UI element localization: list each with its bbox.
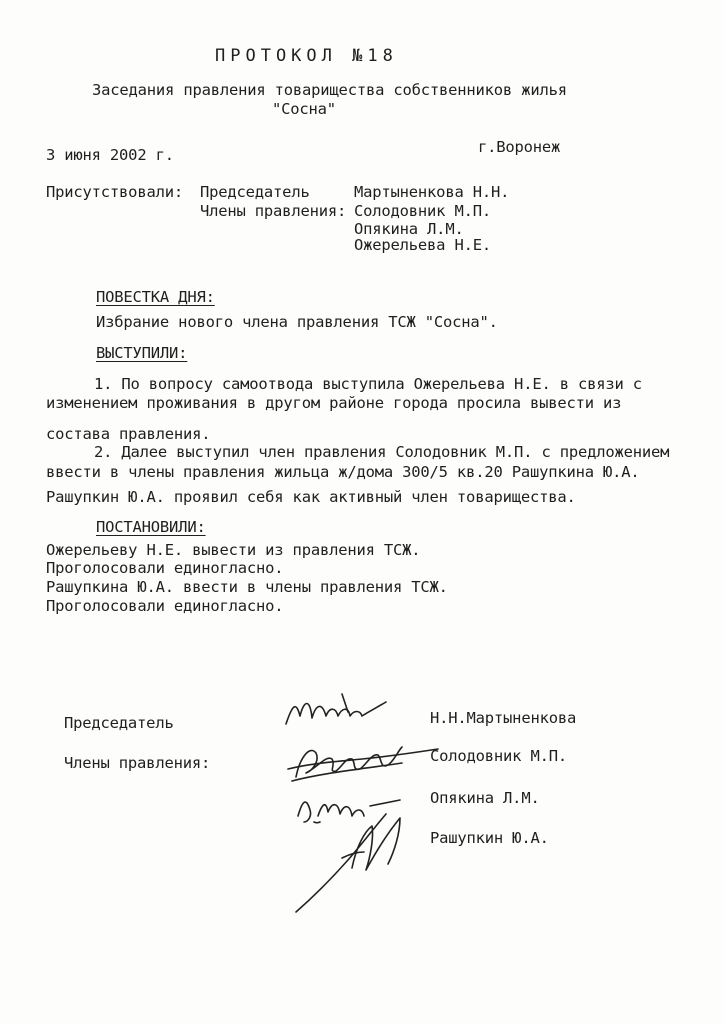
- document-subtitle: Заседания правления товарищества собственников жилья: [92, 81, 567, 99]
- signature-chair-scribble: [282, 686, 392, 732]
- document-subtitle-name: "Сосна": [272, 100, 336, 118]
- signature-chair-label: Председатель: [64, 714, 174, 732]
- resolution-line: Проголосовали единогласно.: [46, 597, 284, 615]
- signature-member-scribble: [282, 733, 442, 785]
- attendance-label: Присутствовали:: [46, 183, 183, 201]
- signature-name: Опякина Л.М.: [430, 789, 540, 807]
- board-member: Солодовник М.П.: [354, 202, 491, 220]
- speech-line: состава правления.: [46, 425, 211, 443]
- document-date: 3 июня 2002 г.: [46, 146, 174, 164]
- chair-role: Председатель: [200, 183, 310, 201]
- board-member: Ожерельева Н.Е.: [354, 236, 491, 254]
- speeches-heading: ВЫСТУПИЛИ:: [96, 344, 188, 362]
- signature-name: Н.Н.Мартыненкова: [430, 709, 577, 727]
- document-city: г.Воронеж: [478, 138, 561, 156]
- speech-line: 1. По вопросу самоотвода выступила Ожерельева Н.Е. в связи с: [94, 375, 642, 393]
- resolution-line: Проголосовали единогласно.: [46, 559, 284, 577]
- signature-name: Рашупкин Ю.А.: [430, 829, 549, 847]
- resolution-line: Ожерельеву Н.Е. вывести из правления ТСЖ.: [46, 541, 421, 559]
- agenda-heading: ПОВЕСТКА ДНЯ:: [96, 288, 215, 306]
- speech-line: Рашупкин Ю.А. проявил себя как активный член товарищества.: [46, 488, 576, 506]
- speech-line: изменением проживания в другом районе города просила вывести из: [46, 394, 622, 412]
- signature-name: Солодовник М.П.: [430, 747, 567, 765]
- chair-name: Мартыненкова Н.Н.: [354, 183, 510, 201]
- resolution-line: Рашупкина Ю.А. ввести в члены правления ТСЖ.: [46, 578, 448, 596]
- board-role: Члены правления:: [200, 202, 347, 220]
- document-title: ПРОТОКОЛ №18: [215, 46, 398, 66]
- speech-line: ввести в члены правления жильца ж/дома 300/5 кв.20 Рашупкина Ю.А.: [46, 463, 640, 481]
- resolution-heading: ПОСТАНОВИЛИ:: [96, 518, 206, 536]
- board-member: Опякина Л.М.: [354, 220, 464, 238]
- speech-line: 2. Далее выступил член правления Солодовник М.П. с предложением: [94, 443, 670, 461]
- agenda-text: Избрание нового члена правления ТСЖ "Сосна".: [96, 313, 498, 331]
- signature-board-label: Члены правления:: [64, 754, 211, 772]
- signature-member-scribble: [292, 808, 432, 918]
